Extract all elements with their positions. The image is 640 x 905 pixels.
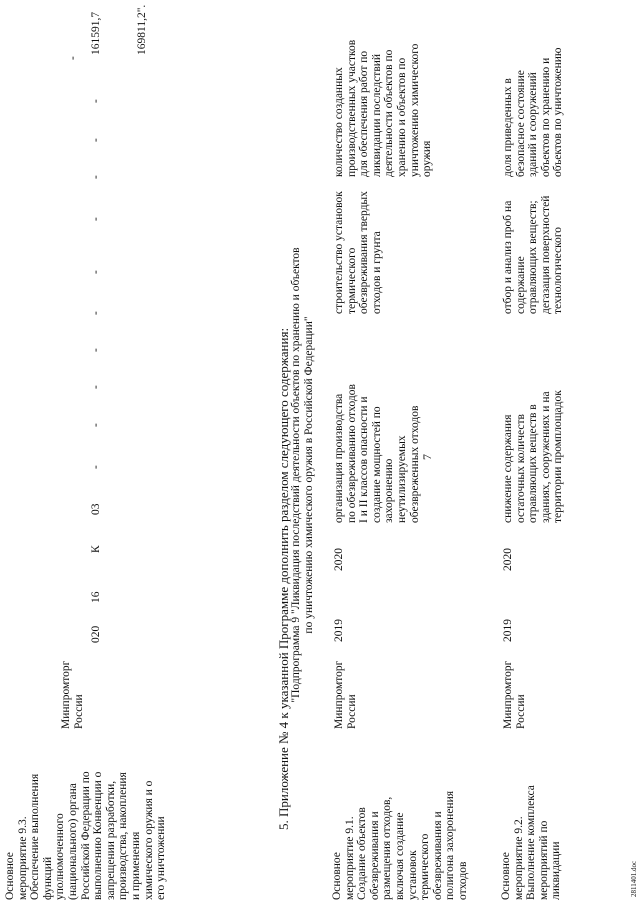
text-line: его уничтожении <box>155 816 168 900</box>
row1-dash: - <box>90 311 102 315</box>
text-line: выполнению Конвенции о <box>92 771 105 900</box>
row2-expected-result <box>333 384 421 523</box>
text-line: мероприятие 9.1. <box>343 816 356 900</box>
text-line: установок <box>406 850 419 900</box>
row3-indicator <box>502 48 565 178</box>
text-line: количество созданных <box>333 67 345 177</box>
text-line: захоронению <box>383 458 396 523</box>
page-number: 7 <box>420 454 434 460</box>
text-line: отравляющих веществ в <box>527 404 540 523</box>
text-line: химического оружия и о <box>142 780 155 900</box>
row1-dash: - <box>67 56 79 60</box>
row2-executor <box>333 661 358 729</box>
row3-name <box>500 785 563 900</box>
text-line: по обезвреживанию отходов <box>345 384 358 523</box>
text-line: включая создание <box>393 812 406 900</box>
text-line: оружия <box>421 140 434 177</box>
text-line: отравляющих веществ; <box>527 200 540 314</box>
text-line: доля приведенных в <box>502 78 514 177</box>
text-line: производственных участков <box>345 39 358 177</box>
footer-filename: 2811401.doc <box>630 860 638 897</box>
text-line: безопасное состояние <box>514 70 527 177</box>
text-line: Минпромторг <box>502 660 514 729</box>
row1-dash: - <box>90 348 102 352</box>
row1-code1: 020 <box>90 625 102 643</box>
text-line: России <box>72 694 85 729</box>
row1-dash: - <box>90 423 102 427</box>
text-line: по уничтожению химического оружия в Российской Федерации" <box>303 316 315 634</box>
text-line: ликвидации <box>550 841 563 900</box>
text-line: снижение содержания <box>502 414 514 523</box>
text-line: неутилизируемых <box>395 435 408 523</box>
text-line: хранению и объектов по <box>395 57 408 177</box>
text-line: термического <box>419 833 432 900</box>
subprogram-title <box>290 215 316 735</box>
row1-executor <box>60 661 85 729</box>
text-line: Основное <box>500 852 512 900</box>
text-line: обезвреживания и <box>431 811 444 900</box>
text-line: Основное <box>331 852 343 900</box>
text-line: функций <box>41 856 54 900</box>
text-line: объектов по уничтожению <box>552 47 565 177</box>
text-line: остаточных количеств <box>514 414 527 523</box>
text-line: размещения отходов, <box>381 796 394 900</box>
text-line: создание мощностей по <box>370 406 383 523</box>
text-line: Создание объектов <box>356 807 369 900</box>
text-line: уничтожению химического <box>408 43 421 177</box>
text-line: "Подпрограмма 9 "Ликвидация последствий деятельности объектов по хранению и объектов <box>290 247 302 703</box>
text-line: строительство установок <box>333 191 345 314</box>
text-line: обезвреженных отходов <box>408 405 421 523</box>
row3-expected-result <box>502 390 565 523</box>
text-line: и применения <box>129 831 142 900</box>
text-line: объектов по хранению и <box>539 57 552 177</box>
text-line: содержание <box>514 256 527 314</box>
text-line: Минпромторг <box>60 660 72 729</box>
text-line: мероприятий по <box>537 820 550 900</box>
text-line: технологического <box>552 226 565 314</box>
text-line: уполномоченного <box>54 813 67 900</box>
row1-dash: - <box>90 270 102 274</box>
row2-end-year: 2020 <box>333 548 345 571</box>
text-line: отходов <box>456 861 469 900</box>
text-line: I и II классов опасности и <box>358 396 371 523</box>
text-line: Российской Федерации по <box>79 771 92 900</box>
row1-dash: - <box>90 385 102 389</box>
text-line: мероприятие 9.2. <box>512 816 525 900</box>
text-line: запрещении разработки, <box>104 780 117 900</box>
section-heading: 5. Приложение № 4 к указанной Программе дополнить разделом следующего содержания: <box>276 327 291 830</box>
row1-dash: - <box>90 99 102 103</box>
row3-executor <box>502 661 527 729</box>
row2-directions <box>333 191 383 314</box>
text-line: отбор и анализ проб на <box>502 200 514 314</box>
text-line: мероприятие 9.3. <box>16 816 29 900</box>
text-line: территории промплощадок <box>552 390 565 523</box>
text-line: для обеспечения работ по <box>358 50 371 177</box>
text-line: зданиях, сооружениях и на <box>539 391 552 523</box>
text-line: обезвреживания и <box>368 811 381 900</box>
text-line: Обеспечение выполнения <box>29 773 42 900</box>
row2-name <box>331 791 470 900</box>
row1-code4: 03 <box>90 503 102 515</box>
row2-start-year: 2019 <box>333 619 345 642</box>
row1-dash: - <box>90 175 102 179</box>
row1-dash: - <box>90 465 102 469</box>
row3-start-year: 2019 <box>502 619 514 642</box>
row1-value2: 169811,2". <box>136 4 148 55</box>
text-line: России <box>514 694 527 729</box>
text-line: (национального) органа <box>66 783 79 900</box>
row1-value1: 161591,7 <box>90 11 102 55</box>
row1-dash: - <box>90 138 102 142</box>
row3-end-year: 2020 <box>502 548 514 571</box>
text-line: дегазация поверхностей <box>539 195 552 314</box>
row3-directions <box>502 196 565 314</box>
text-line: Основное <box>4 852 16 900</box>
row2-indicator <box>333 40 434 177</box>
text-line: организация производства <box>333 393 345 523</box>
text-line: России <box>345 694 358 729</box>
text-line: ликвидации последствий <box>370 53 383 177</box>
text-line: деятельности объектов по <box>383 49 396 177</box>
text-line: отходов и грунта <box>370 231 383 314</box>
text-line: Выполнение комплекса <box>525 785 538 900</box>
text-line: Минпромторг <box>333 660 345 729</box>
text-line: зданий и сооружений <box>527 72 540 177</box>
row1-code2: 16 <box>90 591 102 603</box>
text-line: производства, накопления <box>117 772 130 900</box>
text-line: термического <box>345 247 358 314</box>
text-line: полигона захоронения <box>444 790 457 900</box>
text-line: обезвреживания твердых <box>358 191 371 314</box>
row1-name <box>4 771 168 900</box>
row1-dash: - <box>90 217 102 221</box>
row1-code3: К <box>90 545 102 553</box>
